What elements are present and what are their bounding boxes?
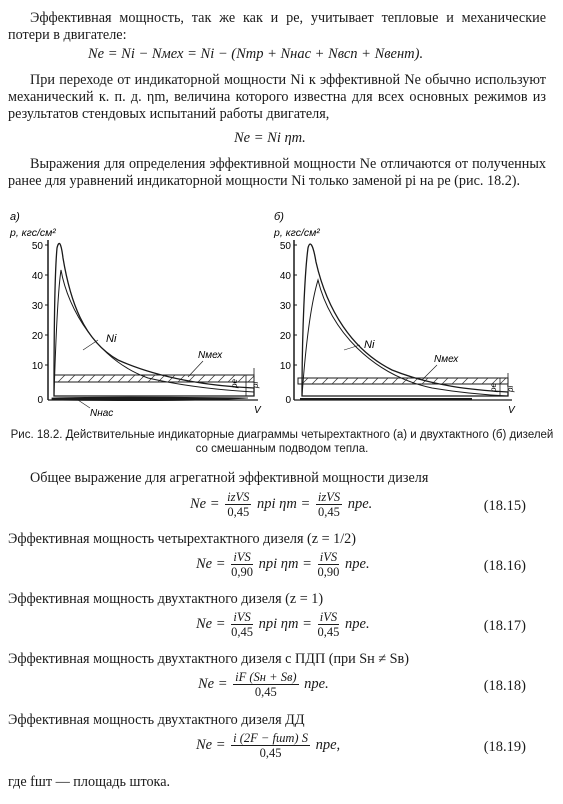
paragraph-mechanical-efficiency: При переходе от индикаторной мощности Ni к эффективной Ne обычно используют механический к. п. д. ηm, величина которого известна для всех основных режимов из результатов стендовых испытаний работы двигателя, xyxy=(8,72,546,122)
equation-number-18-16: (18.16) xyxy=(483,558,526,574)
formula-18-15: Ne = $\frac{\text{izVS}}{0,45}$ npi ηm = $\frac{\text{izVS}}{0,45}$ npe. (18.15) xyxy=(190,490,526,519)
panel-a-tick-10: 10 xyxy=(31,361,43,372)
panel-b-tick-40: 40 xyxy=(279,271,291,282)
panel-b-tick-0: 0 xyxy=(285,395,291,406)
formula-18-18: Ne = $\frac{iF (Sн + Sв)}{0,45}$ npe. (18.18) xyxy=(198,670,526,699)
figure-caption: Рис. 18.2. Действительные индикаторные диаграммы четырехтактного (а) и двухтактного (б) дизелей со смешанным подводом тепла. xyxy=(10,429,554,455)
paragraph-rod-area: где fшт — площадь штока. xyxy=(8,774,171,790)
panel-b-tag: б) xyxy=(274,211,284,223)
panel-a-tick-20: 20 xyxy=(31,331,43,342)
paragraph-two-stroke: Эффективная мощность двухтактного дизеля (z = 1) xyxy=(8,591,324,607)
panel-a-tag: а) xyxy=(10,211,20,223)
panel-a-compression-curve xyxy=(54,270,254,396)
equation-number-18-19: (18.19) xyxy=(483,739,526,755)
panel-b-scavenging-band xyxy=(300,398,472,400)
panel-b-nmex-label: Nмех xyxy=(434,354,459,365)
paragraph-two-stroke-opposed: Эффективная мощность двухтактного дизеля с ПДП (при Sн ≠ Sв) xyxy=(8,651,409,667)
paragraph-four-stroke: Эффективная мощность четырехтактного дизеля (z = 1/2) xyxy=(8,531,356,547)
formula-18-16: Ne = $\frac{\text{iVS}}{0,90}$ npi ηm = $\frac{\text{iVS}}{0,90}$ npe. (18.16) xyxy=(196,550,526,579)
indicator-diagram-b xyxy=(272,210,534,420)
formula-18-17: Ne = $\frac{\text{iVS}}{0,45}$ npi ηm = $\frac{\text{iVS}}{0,45}$ npe. (18.17) xyxy=(196,610,526,639)
panel-b-tick-30: 30 xyxy=(279,301,291,312)
formula-18-19: Ne = $\frac{\text{i (2F − fшт) S}}{0,45}$ npe, (18.19) xyxy=(196,731,526,760)
panel-a-pi-label: pi xyxy=(251,381,260,388)
paragraph-expression-replacement: Выражения для определения эффективной мощности Ne отличаются от полученных ранее для уравнений индикаторной мощности Ni только заменой pi на pe (рис. 18.2). xyxy=(8,156,546,189)
panel-b-ni-label: Ni xyxy=(364,339,375,351)
equation-number-18-15: (18.15) xyxy=(483,498,526,514)
indicator-diagram-a xyxy=(8,210,270,420)
formula-effective-from-indicated: Ne = Ni ηm. xyxy=(234,130,306,146)
equation-number-18-18: (18.18) xyxy=(483,678,526,694)
panel-a-indicator-curve xyxy=(54,243,254,396)
paragraph-effective-power-losses: Эффективная мощность, так же как и pe, учитывает тепловые и механические потери в двигателе: xyxy=(8,10,546,43)
panel-a-tick-50: 50 xyxy=(31,241,43,252)
panel-a-tick-30: 30 xyxy=(31,301,43,312)
paragraph-aggregate-power: Общее выражение для агрегатной эффективной мощности дизеля xyxy=(30,470,429,486)
panel-b-indicator-curve xyxy=(302,244,508,396)
panel-a-tick-40: 40 xyxy=(31,271,43,282)
panel-a-nmex-label: Nмех xyxy=(198,350,223,361)
panel-a-v-label: V xyxy=(254,405,261,416)
panel-b-tick-10: 10 xyxy=(279,361,291,372)
panel-a-nnac-label: Nнас xyxy=(90,408,114,419)
equation-number-18-17: (18.17) xyxy=(483,618,526,634)
panel-a-ylabel: p, кгс/см² xyxy=(10,227,56,239)
panel-a-tick-0: 0 xyxy=(37,395,43,406)
panel-a-pe-label: pe xyxy=(230,379,239,388)
panel-b-pe-label: pe xyxy=(489,383,498,392)
panel-b-pi-label: pi xyxy=(506,385,515,392)
panel-b-ylabel: p, кгс/см² xyxy=(274,227,320,239)
paragraph-two-stroke-dd: Эффективная мощность двухтактного дизеля ДД xyxy=(8,712,305,728)
panel-b-tick-50: 50 xyxy=(279,241,291,252)
panel-b-v-label: V xyxy=(508,405,515,416)
panel-b-tick-20: 20 xyxy=(279,331,291,342)
formula-effective-power-balance: Ne = Ni − Nмех = Ni − (Nтр + Nнас + Nвсп + Nвент). xyxy=(88,46,424,62)
panel-a-ni-label: Ni xyxy=(106,333,117,345)
